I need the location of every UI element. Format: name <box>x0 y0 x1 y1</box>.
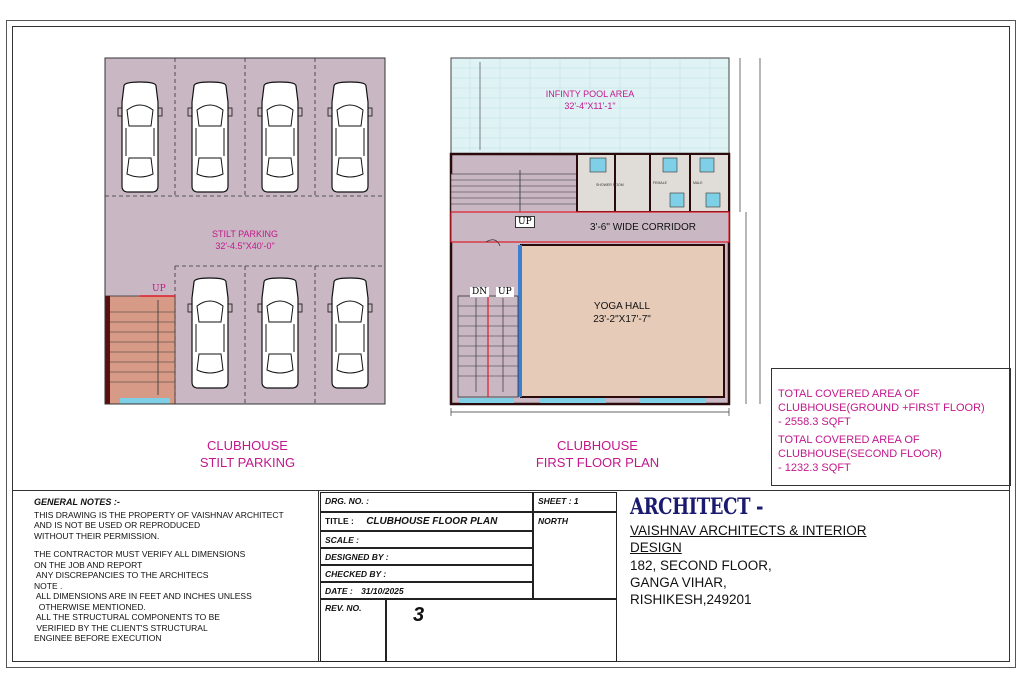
notes-divider <box>318 490 319 662</box>
car-top-3 <box>258 82 302 192</box>
yoga-hall-dimension: 23'-2"X17'-7" <box>593 314 651 325</box>
first-floor-caption <box>515 437 680 471</box>
checked-by-cell <box>320 565 533 582</box>
general-note-line: AND IS NOT BE USED OR REPRODUCED <box>34 520 201 530</box>
first-floor-staircase <box>458 296 518 397</box>
general-notes <box>34 497 314 644</box>
date-cell <box>320 582 533 599</box>
drawing-title: CLUBHOUSE FLOOR PLAN <box>366 516 498 527</box>
stilt-area-name: STILT PARKING <box>211 229 278 239</box>
rev-value: 3 <box>413 604 425 626</box>
area-line-3: - 2558.3 SQFT <box>778 416 851 428</box>
car-bottom-2 <box>258 278 302 388</box>
architect-heading: ARCHITECT - <box>630 494 764 520</box>
pool-area-name: INFINTY POOL AREA <box>545 89 635 99</box>
sheet-cell <box>533 492 617 512</box>
window-bottom-1 <box>460 398 514 403</box>
general-note-line: VERIFIED BY THE CLIENT'S STRUCTURAL <box>34 622 208 633</box>
drg-no-label: DRG. NO. : <box>325 496 369 506</box>
car-bottom-3 <box>328 278 372 388</box>
general-note-line: ANY DISCREPANCIES TO THE ARCHITECS <box>34 570 209 580</box>
window-bottom-3 <box>640 398 706 403</box>
general-note-line <box>34 541 314 549</box>
general-notes-list <box>34 510 314 644</box>
stair-down-label: DN <box>472 287 488 297</box>
address-line1: 182, SECOND FLOOR, <box>630 558 772 573</box>
first-floor-caption-line1: CLUBHOUSE <box>557 438 638 453</box>
area-line-1: TOTAL COVERED AREA OF <box>778 388 920 400</box>
north-label: NORTH <box>538 516 569 526</box>
title-cell <box>320 512 533 531</box>
corridor-label: 3'-6" WIDE CORRIDOR <box>590 222 697 233</box>
car-top-2 <box>188 82 232 192</box>
stilt-up-label: UP <box>152 284 166 294</box>
general-note-line: WITHOUT THEIR PERMISSION. <box>34 530 160 541</box>
scale-label: SCALE : <box>325 535 359 545</box>
stilt-caption-line2: STILT PARKING <box>199 455 296 470</box>
area-line-2: CLUBHOUSE(GROUND +FIRST FLOOR) <box>778 402 985 414</box>
stilt-caption <box>175 437 320 471</box>
rev-label-cell <box>320 599 386 662</box>
north-cell <box>533 512 617 599</box>
general-note-line: NOTE . <box>34 580 63 591</box>
pool-steps <box>451 170 577 212</box>
svg-text:MALE: MALE <box>693 181 703 185</box>
address-line2: GANGA VIHAR, <box>630 575 727 590</box>
general-note-line: ENGINEE BEFORE EXECUTION <box>34 633 162 643</box>
scale-cell <box>320 531 533 548</box>
general-note-line: THIS DRAWING IS THE PROPERTY OF VAISHNAV ARCHITECT <box>34 509 284 520</box>
area-summary-box <box>771 368 1011 486</box>
firm-address <box>630 557 1000 608</box>
general-note-line: ALL DIMENSIONS ARE IN FEET AND INCHES UNLESS <box>34 591 252 601</box>
stilt-parking-label <box>190 228 300 252</box>
title-label: TITLE : <box>325 516 354 526</box>
car-top-4 <box>328 82 372 192</box>
sheet-label: SHEET : 1 <box>538 496 579 506</box>
car-top-1 <box>118 82 162 192</box>
stilt-staircase <box>105 296 175 404</box>
stair-up-label: UP <box>498 287 512 297</box>
yoga-hall-label <box>570 300 674 326</box>
toilet-block <box>577 154 729 212</box>
svg-text:SHOWER ROOM: SHOWER ROOM <box>596 183 624 187</box>
general-note-line: THE CONTRACTOR MUST VERIFY ALL DIMENSIONS <box>34 549 246 559</box>
rev-label: REV. NO. <box>325 603 362 613</box>
firm-name-line1: VAISHNAV ARCHITECTS & INTERIOR <box>630 523 867 538</box>
yoga-hall-name: YOGA HALL <box>593 301 651 312</box>
area-line-4: TOTAL COVERED AREA OF <box>778 434 920 446</box>
general-note-line: OTHERWISE MENTIONED. <box>34 601 146 612</box>
stilt-caption-line1: CLUBHOUSE <box>207 438 288 453</box>
general-note-line: ON THE JOB AND REPORT <box>34 559 143 570</box>
checked-by-label: CHECKED BY : <box>325 569 387 579</box>
date-value: 31/10/2025 <box>361 586 404 596</box>
car-bottom-1 <box>188 278 232 388</box>
svg-text:FEMALE: FEMALE <box>653 181 668 185</box>
general-note-line: ALL THE STRUCTURAL COMPONENTS TO BE <box>34 612 220 622</box>
date-label: DATE : <box>325 586 353 596</box>
rev-value-cell <box>386 599 617 662</box>
firm-name <box>630 522 1000 556</box>
firm-name-line2: DESIGN <box>630 540 682 555</box>
designed-by-label: DESIGNED BY : <box>325 552 389 562</box>
pool-label <box>520 88 660 112</box>
title-block-anchor <box>30 490 31 491</box>
architect-block <box>630 494 1000 608</box>
first-floor-caption-line2: FIRST FLOOR PLAN <box>535 455 660 470</box>
pool-area-dimension: 32'-4"X11'-1" <box>564 101 616 111</box>
area-line-5: CLUBHOUSE(SECOND FLOOR) <box>778 448 942 460</box>
corridor-up-label: UP <box>515 216 535 228</box>
address-line3: RISHIKESH,249201 <box>630 592 752 607</box>
stilt-area-dimension: 32'-4.5"X40'-0" <box>215 241 275 251</box>
area-line-6: - 1232.3 SQFT <box>778 462 851 474</box>
window-bottom-2 <box>540 398 606 403</box>
designed-by-cell <box>320 548 533 565</box>
general-notes-heading: GENERAL NOTES :- <box>34 497 120 507</box>
drg-no-cell <box>320 492 533 512</box>
hall-glazing-left <box>518 245 522 397</box>
